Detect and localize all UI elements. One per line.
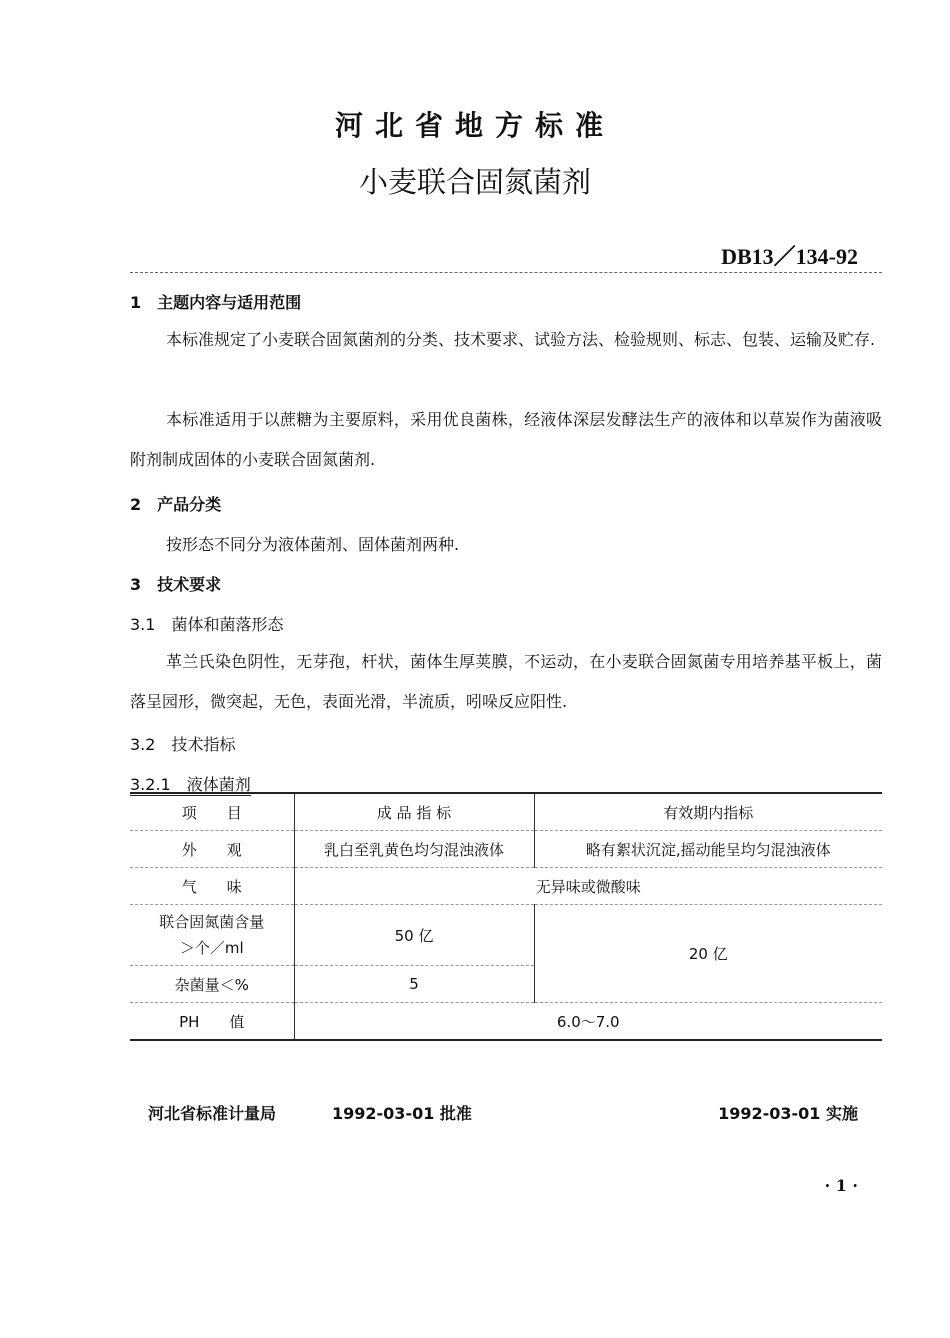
section-3-2-heading: 3.2 技术指标: [130, 735, 236, 754]
header-item: 项 目: [130, 793, 294, 831]
count-validity: 20 亿: [534, 905, 882, 1003]
section-3-1-heading: 3.1 菌体和菌落形态: [130, 615, 284, 634]
header-divider: [130, 272, 882, 273]
appearance-item: 外 观: [130, 831, 294, 868]
table-header-row: [130, 793, 882, 831]
impurity-item: 杂菌量＜%: [130, 966, 294, 1003]
appearance-product: 乳白至乳黄色均匀混浊液体: [294, 831, 534, 868]
odor-item: 气 味: [130, 868, 294, 905]
count-item: [130, 905, 294, 966]
table-row: [130, 1003, 882, 1041]
header-validity: 有效期内指标: [534, 793, 882, 831]
section-3-2-1-heading: 3.2.1 液体菌剂: [130, 772, 251, 796]
doc-title: 小麦联合固氮菌剂: [358, 165, 591, 199]
count-product: 50 亿: [294, 905, 534, 966]
impurity-product: 5: [294, 966, 534, 1003]
page-number: · 1 ·: [824, 1176, 858, 1195]
org-title: 河北省地方标准: [334, 109, 615, 142]
section-1-paragraph-1: [130, 320, 882, 360]
section-2-paragraph: 按形态不同分为液体菌剂、固体菌剂两种.: [166, 535, 460, 554]
issuer: 河北省标准计量局: [148, 1104, 277, 1123]
ph-value: 6.0～7.0: [556, 1012, 620, 1031]
section-3-1-paragraph: [130, 642, 882, 722]
section-2-heading: 2 产品分类: [130, 495, 222, 514]
section-1-heading: 1 主题内容与适用范围: [130, 293, 302, 312]
approved-date: 1992-03-01 批准: [332, 1104, 472, 1123]
header-product: 成 品 指 标: [294, 793, 534, 831]
ph-item: PH 值: [130, 1003, 294, 1041]
odor-value: 无异味或微酸味: [294, 868, 882, 905]
table-row: [130, 868, 882, 905]
table-row: [130, 905, 882, 966]
section-1-paragraph-2: [130, 400, 882, 480]
effective-date: 1992-03-01 实施: [718, 1104, 858, 1123]
section-3-heading: 3 技术要求: [130, 575, 222, 594]
s1-p2-text: 本标准适用于以蔗糖为主要原料，采用优良菌株，经液体深层发酵法生产的液体和以草炭作为菌液吸附剂制成固体的小麦联合固氮菌剂.: [130, 410, 882, 469]
standard-code: DB13／134-92: [721, 244, 858, 269]
count-item-line1: 联合固氮菌含量: [159, 913, 265, 931]
appearance-validity: 略有絮状沉淀,摇动能呈均匀混浊液体: [534, 831, 882, 868]
s1-p1-text: 本标准规定了小麦联合固氮菌剂的分类、技术要求、试验方法、检验规则、标志、包装、运输及贮存.: [166, 330, 876, 349]
count-item-line2: ＞个／ml: [179, 939, 244, 957]
table-row: [130, 831, 882, 868]
s31-p1-text: 革兰氏染色阴性，无芽孢，杆状，菌体生厚荚膜，不运动，在小麦联合固氮菌专用培养基平板上，菌落呈园形，微突起，无色，表面光滑，半流质，吲哚反应阳性.: [130, 652, 882, 711]
spec-table: [130, 792, 882, 1041]
